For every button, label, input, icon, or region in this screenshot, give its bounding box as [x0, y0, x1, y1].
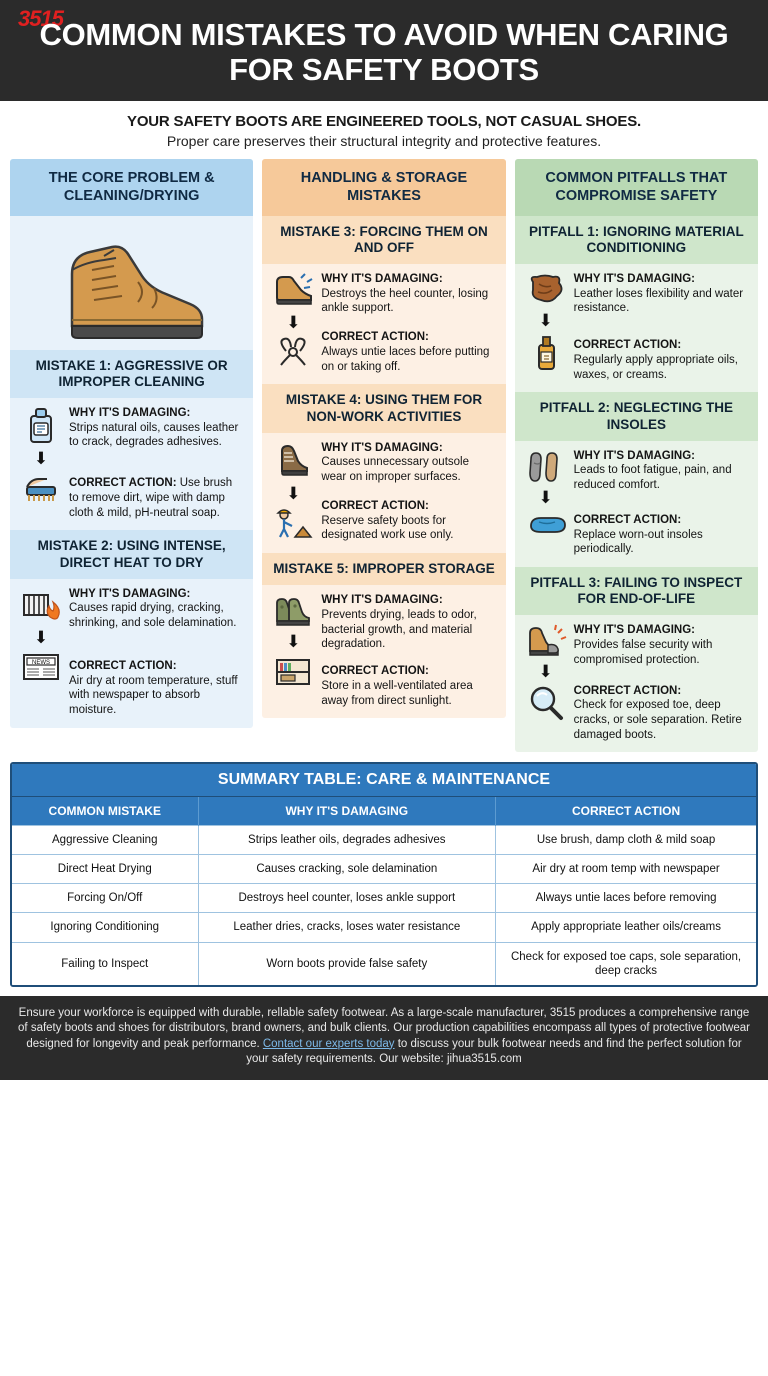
section-body-mistake-1 [10, 398, 253, 530]
action-body: Air dry at room temperature, stuff with newspaper to absorb moisture. [69, 674, 238, 717]
newspaper-icon [20, 650, 62, 684]
why-text-mistake-4 [321, 441, 495, 485]
section-title-pitfall-3: PITFALL 3: FAILING TO INSPECT FOR END-OF-LIFE [515, 567, 758, 615]
table-row [12, 913, 756, 942]
why-body: Strips natural oils, causes leather to crack, degrades adhesives. [69, 421, 239, 449]
action-label: CORRECT ACTION: [321, 331, 429, 344]
why-text-mistake-1 [69, 406, 243, 450]
table-cell-mistake: Failing to Inspect [12, 942, 198, 985]
action-text-mistake-1 [69, 476, 243, 520]
table-cell-mistake: Aggressive Cleaning [12, 826, 198, 855]
why-body: Leather loses flexibility and water resistance. [573, 287, 744, 315]
subheading-main: YOUR SAFETY BOOTS ARE ENGINEERED TOOLS, NOT CASUAL SHOES. [127, 113, 641, 131]
icon-column [272, 593, 314, 688]
why-body: Provides false security with compromised protection. [573, 639, 713, 666]
icon-column [20, 587, 62, 684]
table-cell-mistake: Direct Heat Drying [12, 855, 198, 884]
magnifying-glass-icon [526, 684, 566, 722]
action-text-mistake-4 [321, 499, 495, 543]
icon-column [272, 441, 314, 540]
worn-insoles-icon [526, 449, 566, 485]
footer-text-part1: Ensure your workforce is equipped with durable, rellable safety footwear. As a large-scale manufacturer, 3515 produces a comprehensive range of safety boots and shoes for distributors, brand owners, and bulk clients. Our production capabilities encompass all types of protective footwear designed for longevity and peak performance. [18, 1006, 750, 1050]
why-text-mistake-5 [321, 593, 495, 652]
untied-laces-icon [272, 335, 314, 369]
page-header [0, 0, 768, 101]
summary-table-container [10, 762, 758, 986]
icon-column [20, 406, 62, 505]
table-cell-why: Destroys heel counter, loses ankle support [198, 884, 496, 913]
action-body: Use brush to remove dirt, wipe with damp cloth & mild, pH-neutral soap. [69, 477, 233, 519]
why-label: WHY IT'S DAMAGING: [573, 449, 696, 462]
summary-table-title: SUMMARY TABLE: CARE & MAINTENANCE [12, 764, 756, 796]
section-title-mistake-2: MISTAKE 2: USING INTENSE, DIRECT HEAT TO DRY [10, 530, 253, 578]
dirty-boots-icon [271, 593, 315, 629]
why-body: Leads to foot fatigue, pain, and reduced comfort. [573, 464, 732, 492]
columns-container [0, 159, 768, 752]
boot-stepping-icon [271, 272, 315, 310]
why-text-pitfall-1 [574, 272, 748, 316]
page-title: COMMON MISTAKES TO AVOID WHEN CARING FOR SAFETY BOOTS [39, 17, 729, 87]
table-header-cell: CORRECT ACTION [496, 797, 756, 826]
column-header-middle: HANDLING & STORAGE MISTAKES [262, 159, 505, 215]
why-row-mistake-3 [272, 272, 495, 374]
new-insole-icon [525, 510, 567, 540]
arrow-down-icon: ⬇ [286, 632, 301, 652]
action-label: CORRECT ACTION: [573, 513, 682, 526]
why-label: WHY IT'S DAMAGING: [573, 624, 696, 637]
hiking-boot-icon [272, 441, 314, 481]
subheading-block [0, 101, 768, 159]
arrow-down-icon: ⬇ [286, 483, 301, 503]
table-cell-action: Check for exposed toe caps, sole separation, deep cracks [496, 942, 756, 985]
table-row [12, 826, 756, 855]
table-cell-action: Air dry at room temp with newspaper [496, 855, 756, 884]
table-cell-action: Apply appropriate leather oils/creams [496, 913, 756, 942]
section-body-mistake-5 [262, 585, 505, 718]
arrow-down-icon: ⬇ [33, 627, 49, 647]
arrow-down-icon: ⬇ [538, 311, 553, 331]
why-text-pitfall-3 [574, 623, 748, 667]
table-header-row [12, 797, 756, 826]
brand-logo: 3515 [18, 6, 63, 31]
table-row [12, 855, 756, 884]
action-label: CORRECT ACTION: [573, 339, 682, 352]
why-text-pitfall-2 [574, 449, 748, 493]
why-text-mistake-2 [69, 587, 243, 631]
svg-text:NEWS: NEWS [32, 659, 50, 666]
why-label: WHY IT'S DAMAGING: [321, 273, 443, 286]
arrow-down-icon: ⬇ [286, 313, 301, 333]
section-title-pitfall-2: PITFALL 2: NEGLECTING THE INSOLES [515, 392, 758, 440]
why-row-mistake-1 [20, 406, 243, 520]
why-text-mistake-3 [321, 272, 495, 316]
why-label: WHY IT'S DAMAGING: [321, 441, 443, 454]
why-row-pitfall-2 [525, 449, 748, 557]
why-body: Prevents drying, leads to odor, bacterial growth, and material degradation. [321, 608, 477, 651]
action-label: CORRECT ACTION: [69, 659, 177, 672]
why-row-mistake-2 [20, 587, 243, 718]
scrub-brush-icon [21, 471, 61, 505]
arrow-down-icon: ⬇ [538, 487, 553, 507]
column-header-left: THE CORE PROBLEM & CLEANING/DRYING [10, 159, 253, 215]
section-title-mistake-3: MISTAKE 3: FORCING THEM ON AND OFF [262, 216, 505, 264]
action-body: Reserve safety boots for designated work use only. [321, 514, 454, 542]
action-body: Regularly apply appropriate oils, waxes, or creams. [573, 353, 738, 381]
action-body: Store in a well-ventilated area away from direct sunlight. [321, 679, 473, 707]
arrow-down-icon: ⬇ [33, 449, 49, 469]
action-text-pitfall-2 [574, 513, 748, 557]
why-label: WHY IT'S DAMAGING: [321, 594, 443, 607]
table-cell-mistake: Forcing On/Off [12, 884, 198, 913]
why-label: WHY IT'S DAMAGING: [69, 587, 191, 600]
action-text-pitfall-1 [574, 338, 748, 382]
why-body: Causes unnecessary outsole wear on improper surfaces. [321, 456, 469, 484]
table-header-cell: WHY IT'S DAMAGING [198, 797, 496, 826]
footer-text-part2: to discuss your bulk footwear needs and find the perfect solution for your safety requirements. Our website: jihua3515.com [246, 1037, 742, 1066]
section-title-mistake-5: MISTAKE 5: IMPROPER STORAGE [262, 553, 505, 585]
section-body-pitfall-2 [515, 441, 758, 567]
arrow-down-icon: ⬇ [538, 662, 553, 682]
why-row-pitfall-3 [525, 623, 748, 742]
section-body-pitfall-1 [515, 264, 758, 392]
shelf-rack-icon [272, 654, 314, 688]
column-core-problem [10, 159, 253, 727]
why-label: WHY IT'S DAMAGING: [573, 273, 696, 286]
action-label: CORRECT ACTION: [69, 477, 180, 490]
table-cell-mistake: Ignoring Conditioning [12, 913, 198, 942]
subheading-sub: Proper care preserves their structural integrity and protective features. [166, 133, 602, 150]
radiator-flame-icon [20, 587, 62, 625]
table-row [12, 884, 756, 913]
table-cell-why: Leather dries, cracks, loses water resistance [198, 913, 496, 942]
icon-column [525, 623, 567, 722]
leather-hide-icon [525, 272, 567, 308]
table-header-cell: COMMON MISTAKE [12, 797, 198, 826]
column-common-pitfalls [515, 159, 758, 752]
table-row [12, 942, 756, 985]
damaged-boot-icon [524, 623, 568, 659]
icon-column [525, 449, 567, 540]
action-body: Check for exposed toe, deep cracks, or sole separation. Retire damaged boots. [573, 699, 742, 741]
page-footer [0, 996, 768, 1080]
icon-column [525, 272, 567, 373]
why-row-pitfall-1 [525, 272, 748, 382]
column-handling-storage [262, 159, 505, 718]
action-text-mistake-5 [321, 664, 495, 708]
section-title-pitfall-1: PITFALL 1: IGNORING MATERIAL CONDITIONING [515, 216, 758, 264]
action-label: CORRECT ACTION: [321, 499, 429, 512]
section-body-mistake-2 [10, 579, 253, 728]
table-cell-why: Worn boots provide false safety [198, 942, 496, 985]
section-body-mistake-3 [262, 264, 505, 384]
action-text-mistake-3 [321, 330, 495, 374]
action-label: CORRECT ACTION: [573, 684, 682, 697]
icon-column [272, 272, 314, 369]
table-cell-why: Strips leather oils, degrades adhesives [198, 826, 496, 855]
contact-experts-link[interactable]: Contact our experts today [262, 1037, 395, 1050]
column-header-right: COMMON PITFALLS THAT COMPROMISE SAFETY [515, 159, 758, 215]
why-row-mistake-5 [272, 593, 495, 708]
why-label: WHY IT'S DAMAGING: [69, 407, 191, 420]
why-body: Destroys the heel counter, losing ankle support. [321, 287, 489, 315]
detergent-bottle-icon [22, 406, 60, 446]
action-text-mistake-2 [69, 659, 243, 718]
why-body: Causes rapid drying, cracking, shrinking, and sole delamination. [69, 602, 237, 630]
table-cell-why: Causes cracking, sole delamination [198, 855, 496, 884]
why-row-mistake-4 [272, 441, 495, 543]
table-cell-action: Always untie laces before removing [496, 884, 756, 913]
section-title-mistake-4: MISTAKE 4: USING THEM FOR NON-WORK ACTIVITIES [262, 384, 505, 432]
section-title-mistake-1: MISTAKE 1: AGGRESSIVE OR IMPROPER CLEANING [10, 350, 253, 398]
action-label: CORRECT ACTION: [321, 665, 429, 678]
section-body-pitfall-3 [515, 615, 758, 752]
section-body-mistake-4 [262, 433, 505, 553]
action-text-pitfall-3 [574, 684, 748, 743]
table-cell-action: Use brush, damp cloth & mild soap [496, 826, 756, 855]
summary-table [12, 796, 756, 984]
action-body: Replace worn-out insoles periodically. [573, 528, 703, 556]
cracked-work-boot [10, 216, 253, 350]
action-body: Always untie laces before putting on or taking off. [321, 345, 490, 373]
conditioner-oil-bottle-icon [529, 333, 563, 373]
construction-worker-icon [271, 506, 315, 540]
